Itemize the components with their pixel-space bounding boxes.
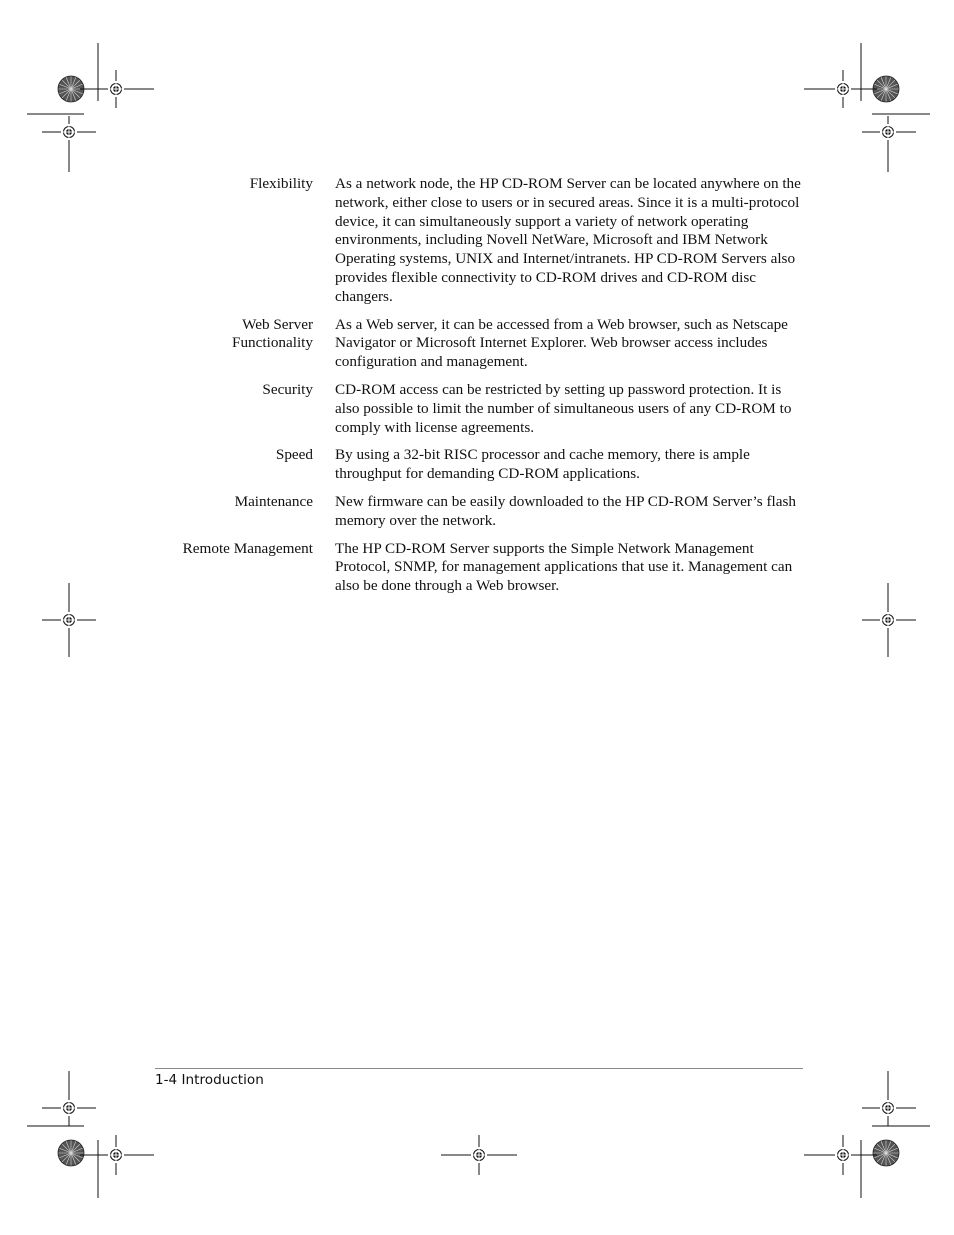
feature-term: Web Server Functionality <box>232 315 313 352</box>
feature-description: CD-ROM access can be restricted by setting up password protection. It is also possible to limit the number of simultaneous users of any CD-ROM to comply with license agreements. <box>335 380 792 436</box>
crop-mark-top-right <box>804 43 930 172</box>
footer-rule <box>155 1068 803 1069</box>
feature-term: Security <box>262 380 313 398</box>
registration-mark-bottom-center <box>441 1135 517 1175</box>
feature-description: New firmware can be easily downloaded to the HP CD-ROM Server’s flash memory over the network. <box>335 492 796 529</box>
feature-entry-web-server <box>0 316 954 372</box>
feature-entry-flexibility <box>0 175 954 307</box>
feature-description: By using a 32-bit RISC processor and cache memory, there is ample throughput for demanding CD-ROM applications. <box>335 446 750 483</box>
feature-description: As a Web server, it can be accessed from a Web browser, such as Netscape Navigator or Microsoft Internet Explorer. Web browser access includes configuration and management. <box>335 315 788 371</box>
feature-entry-security <box>0 381 954 437</box>
feature-list <box>0 175 954 605</box>
feature-entry-speed <box>0 446 954 484</box>
crop-mark-top-left <box>27 43 154 172</box>
feature-entry-maintenance <box>0 493 954 531</box>
feature-term: Remote Management <box>182 539 313 557</box>
feature-entry-remote-management <box>0 540 954 596</box>
crop-mark-bottom-right <box>804 1071 930 1198</box>
crop-mark-bottom-left <box>27 1071 154 1198</box>
feature-term: Flexibility <box>249 175 313 192</box>
page-footer: 1-4 Introduction <box>155 1072 264 1088</box>
feature-description: The HP CD-ROM Server supports the Simple Network Management Protocol, SNMP, for management applications that use it. Management can also be done through a Web browser. <box>335 539 793 595</box>
feature-description: As a network node, the HP CD-ROM Server can be located anywhere on the network, either close to users or in secured areas. Since it is a multi-protocol device, it can simultaneously support a variety of network operating environments, including Novell NetWare, Microsoft and IBM Network Operating systems, UNIX and Internet/intranets. HP CD-ROM Servers also provides flexible connectivity to CD-ROM drives and CD-ROM disc changers. <box>335 175 801 305</box>
feature-term: Speed <box>275 446 313 464</box>
feature-term: Maintenance <box>234 492 313 510</box>
